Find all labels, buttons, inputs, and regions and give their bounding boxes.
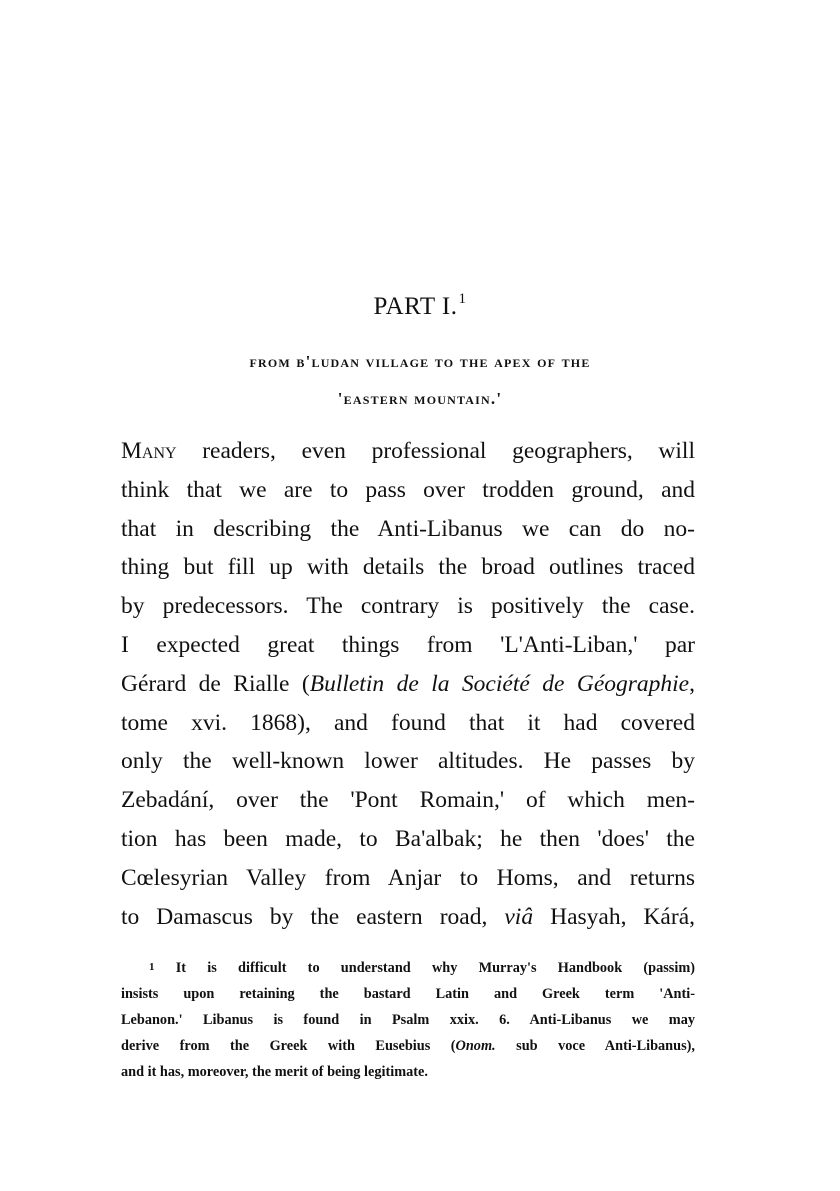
page-title bbox=[0, 293, 840, 321]
footnote-line: Lebanon.' Libanus is found in Psalm xxix. 6. Anti-Libanus we may bbox=[121, 1012, 695, 1028]
footnote-marker: 1 bbox=[149, 961, 155, 973]
body-line: thing but fill up with details the broad outlines traced bbox=[121, 554, 695, 581]
lead-word: Many bbox=[121, 438, 177, 464]
footnote bbox=[121, 955, 695, 1085]
chapter-subtitle-line-1: from b'ludan village to the apex of the bbox=[249, 352, 591, 371]
footnote-line: and it has, moreover, the merit of being legitimate. bbox=[121, 1064, 428, 1080]
body-line: by predecessors. The contrary is positively the case. bbox=[121, 593, 695, 620]
body-line: only the well-known lower altitudes. He passes by bbox=[121, 748, 695, 775]
page-title-text: PART I. bbox=[373, 293, 458, 320]
body-line: I expected great things from 'L'Anti-Liban,' par bbox=[121, 631, 695, 658]
footnote-line: derive from the Greek with Eusebius (Onom. sub voce Anti-Libanus), bbox=[121, 1038, 695, 1054]
body-line: to Damascus by the eastern road, viâ Hasyah, Kárá, bbox=[121, 903, 695, 930]
italic-abbreviation: Onom. bbox=[455, 1038, 496, 1054]
body-line: tion has been made, to Ba'albak; he then 'does' the bbox=[121, 825, 695, 852]
body-line: Many readers, even professional geographers, will bbox=[121, 438, 695, 464]
footnote-line: $^1$ It is difficult to understand why Murray's Handbook (passim) bbox=[149, 960, 695, 976]
chapter-subtitle-line-2: 'eastern mountain.' bbox=[337, 389, 503, 408]
footnote-line: insists upon retaining the bastard Latin and Greek term 'Anti- bbox=[121, 986, 695, 1002]
body-line: that in describing the Anti-Libanus we can do no- bbox=[121, 515, 695, 542]
journal-title: Bulletin de la Société de Géographie bbox=[309, 670, 690, 697]
footnote-reference[interactable]: 1 bbox=[458, 291, 467, 307]
body-text bbox=[121, 432, 695, 936]
body-line: think that we are to pass over trodden ground, and bbox=[121, 476, 695, 503]
body-line: Cœlesyrian Valley from Anjar to Homs, and returns bbox=[121, 864, 695, 891]
italic-term: viâ bbox=[504, 903, 534, 930]
body-line: Gérard de Rialle (Bulletin de la Société de Géographie, bbox=[121, 670, 695, 697]
body-line: Zebadání, over the 'Pont Romain,' of which men- bbox=[121, 787, 695, 814]
body-line: tome xvi. 1868), and found that it had covered bbox=[121, 709, 695, 736]
